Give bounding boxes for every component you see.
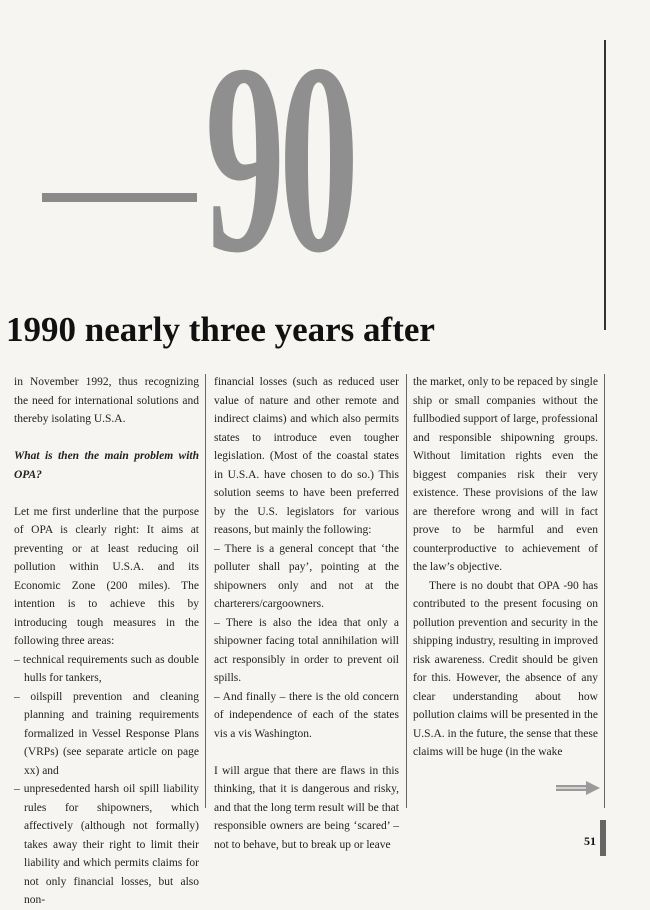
section-question: What is then the main problem with OPA? [14, 450, 199, 481]
paragraph: financial losses (such as reduced user value of nature and other remote and indirect claims) and which also permits states to introduce even tougher legislation. (Most of the coastal states in U.S.A. have chosen to do so.) This solution seems to have been preferred by the U.S. legislators for various reasons, but mainly the following: [214, 376, 399, 536]
list-item: – And finally – there is the old concern of independence of each of the states vis a vis Washington. [214, 690, 399, 740]
double-arrow-right-icon [556, 781, 600, 795]
list-item: – There is a general concept that ‘the polluter shall pay’, pointing at the shipowners only and not at the charterers/cargoowners. [214, 542, 399, 610]
column-rule-3 [604, 374, 605, 808]
column-2 [214, 373, 399, 854]
headline: 1990 nearly three years after [6, 310, 435, 349]
paragraph: There is no doubt that OPA -90 has contributed to the present focusing on pollution prevention and security in the shipping industry, resulting in improved risk awareness. Credit should be given for this. However, the absence of any clear understanding about how pollution claims will be presented in the U.S.A. in the future, the sense that these claims will be huge (in the wake [413, 579, 598, 758]
page-edge-bar [600, 820, 606, 856]
page-number: 51 [584, 834, 596, 848]
column-rule-2 [406, 374, 407, 808]
list-item: – oilspill prevention and cleaning planning and training requirements formalized in Vessel Response Plans (VRPs) (see separate article on page xx) and [14, 690, 199, 777]
vertical-rule-top [604, 40, 606, 330]
list-item: – unpresedented harsh oil spill liability rules for shipowners, which affectively (although not formally) takes away their right to limit their liability and which permits claims for not only financial losses, but also non- [14, 783, 199, 906]
column-1 [14, 373, 199, 910]
list-item: – There is also the idea that only a shipowner facing total annihilation will act responsibly in order to prevent oil spills. [214, 616, 399, 684]
column-rule-1 [205, 374, 206, 808]
list-item: – technical requirements such as double hulls for tankers, [14, 653, 199, 684]
paragraph: I will argue that there are flaws in this thinking, that it is dangerous and risky, and that the long term result will be that responsible owners are being ‘scared’ – not to behave, but to break up or leave [214, 764, 399, 851]
column-3 [413, 373, 598, 762]
big-number-title: 90 [205, 6, 353, 310]
paragraph: Let me first underline that the purpose of OPA is clearly right: It aims at preventing or at least reducing oil pollution within U.S.A. and its Economic Zone (200 miles). The intention is to achieve this by introducing tough measures in the following three areas: [14, 505, 199, 647]
big-dash-decoration [42, 193, 197, 202]
paragraph: in November 1992, thus recognizing the need for international solutions and thereby isolating U.S.A. [14, 376, 199, 425]
paragraph: the market, only to be repaced by single ship or small companies without the fullbodied support of large, professional and responsible shipowning groups. Without limitation rights even the biggest companies risk their very existence. These provisions of the law are therefore wrong and will in fact prove to be harmful and even counterproductive to achievement of the law’s objective. [413, 376, 598, 573]
